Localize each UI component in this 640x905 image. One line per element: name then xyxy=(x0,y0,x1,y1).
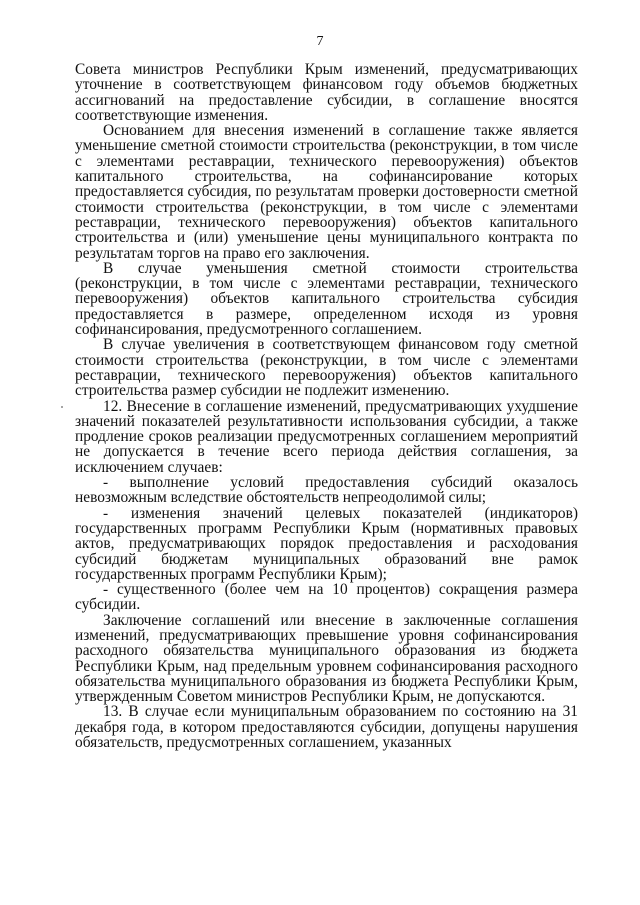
paragraph: Заключение соглашений или внесение в заключенные соглашения изменений, предусматривающих превышение уровня софинансирования расходного обязательства муниципального образования из бюджета Республики Крым, над предельным уровнем софинансирования расходного обязательства муниципального образования из бюджета Республики Крым, утвержденным Советом министров Республики Крым, не допускаются. xyxy=(75,611,578,706)
paragraph: - изменения значений целевых показателей (индикаторов) государственных программ Республики Крым (нормативных правовых актов, предусматривающих порядок предоставления и расходования субсидий бюджетам муниципальных образований вне рамок государственных программ Республики Крым); xyxy=(75,504,578,583)
page-number: 7 xyxy=(316,34,324,49)
paragraph: В случае увеличения в соответствующем финансовом году сметной стоимости строительства (реконструкции, в том числе с элементами реставрации, технического перевооружения) объектов капитального строительства размер субсидии не подлежит изменению. xyxy=(75,336,578,400)
paragraph: Совета министров Республики Крым изменений, предусматривающих уточнение в соответствующем финансовом году объемов бюджетных ассигнований на предоставление субсидии, в соглашение вносятся соответствующие изменения. xyxy=(75,61,578,124)
document-body xyxy=(75,62,578,750)
paragraph: - существенного (более чем на 10 процентов) сокращения размера субсидии. xyxy=(75,581,578,614)
paragraph: Основанием для внесения изменений в соглашение также является уменьшение сметной стоимости строительства (реконструкции, в том числе с элементами реставрации, технического перевооружения) объектов капитального строительства, на софинансирование которых предоставляется субсидия, по результатам проверки достоверности сметной стоимости строительства (реконструкции, в том числе с элементами реставрации, технического перевооружения) объектов капитального строительства и (или) уменьшение цены муниципального контракта по результатам торгов на право его заключения. xyxy=(75,122,578,262)
paragraph: 12. Внесение в соглашение изменений, предусматривающих ухудшение значений показателей результативности использования субсидии, а также продление сроков реализации предусмотренных соглашением мероприятий не допускается в течение всего периода действия соглашения, за исключением случаев: xyxy=(75,397,578,476)
paragraph: В случае уменьшения сметной стоимости строительства (реконструкции, в том числе с элементами реставрации, технического перевооружения) объектов капитального строительства субсидия предоставляется в размере, определенном исходя из уровня софинансирования, предусмотренного соглашением. xyxy=(75,259,578,339)
paragraph: 13. В случае если муниципальным образованием по состоянию на 31 декабря года, в котором предоставляются субсидии, допущены нарушения обязательств, предусмотренных соглашением, указанных xyxy=(75,703,578,752)
scan-speck xyxy=(61,406,63,408)
paragraph: - выполнение условий предоставления субсидий оказалось невозможным вследствие обстоятельств непреодолимой силы; xyxy=(75,474,578,507)
